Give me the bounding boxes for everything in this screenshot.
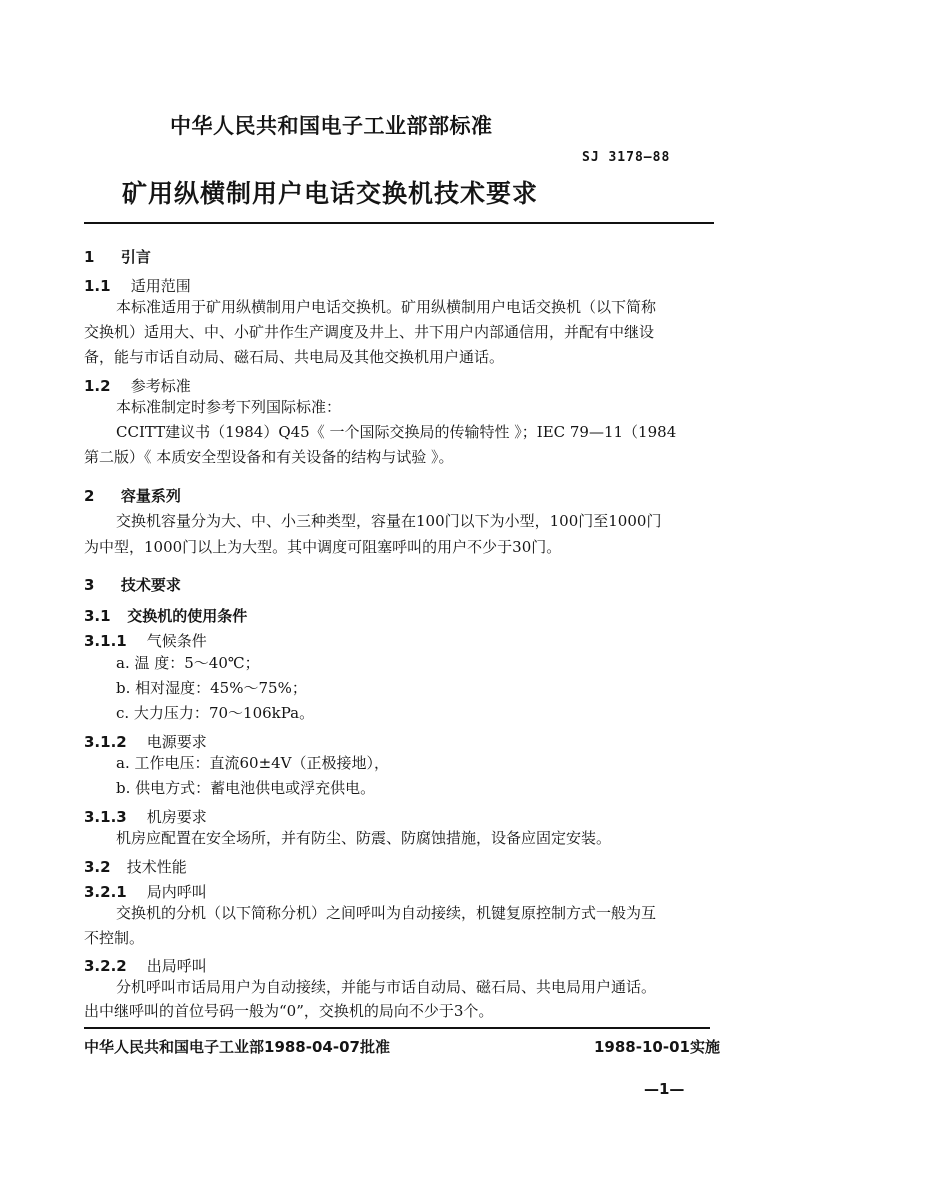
subsection-number: 3.1.3	[84, 808, 127, 826]
section-number: 2	[84, 487, 95, 505]
section-3-heading	[84, 574, 181, 595]
paragraph-line: 第二版）《 本质安全型设备和有关设备的结构与试验 》。	[84, 448, 454, 466]
subsection-number: 1.2	[84, 377, 111, 395]
document-title: 矿用纵横制用户电话交换机技术要求	[122, 179, 539, 208]
subsection-number: 3.1.1	[84, 632, 127, 650]
subsection-number: 3.2	[84, 858, 111, 876]
paragraph-line: 机房应配置在安全场所，并有防尘、防震、防腐蚀措施，设备应固定安装。	[116, 829, 612, 847]
section-title: 技术要求	[120, 576, 181, 594]
subsection-number: 3.1	[84, 607, 111, 625]
subsection-title: 电源要求	[146, 733, 207, 751]
footer-divider	[84, 1027, 710, 1029]
standard-code: SJ 3178—88	[582, 150, 671, 165]
paragraph-line: 交换机的分机（以下简称分机）之间呼叫为自动接续，机键复原控制方式一般为互	[116, 904, 657, 922]
list-item: c. 大力压力：70～106kPa。	[116, 704, 315, 722]
subsection-title: 机房要求	[146, 808, 207, 826]
paragraph-line: CCITT建议书（1984）Q45《 一个国际交换局的传输特性 》；IEC 79—11（1984	[116, 423, 677, 441]
list-item: a. 温 度：5～40℃；	[116, 654, 260, 672]
subsection-title: 局内呼叫	[146, 883, 207, 901]
subsection-number: 1.1	[84, 277, 111, 295]
subsection-title: 气候条件	[146, 632, 207, 650]
approval-note: 中华人民共和国电子工业部1988-04-07批准	[84, 1038, 390, 1056]
subsection-number: 3.2.1	[84, 883, 127, 901]
list-item: b. 相对湿度：45%～75%；	[116, 679, 307, 697]
paragraph-line: 本标准适用于矿用纵横制用户电话交换机。矿用纵横制用户电话交换机（以下简称	[116, 298, 657, 316]
section-number: 3	[84, 576, 95, 594]
subsection-title: 出局呼叫	[146, 957, 207, 975]
paragraph-line: 不控制。	[84, 929, 145, 947]
paragraph-line: 交换机）适用大、中、小矿井作生产调度及井上、井下用户内部通信用，并配有中继设	[84, 323, 655, 341]
section-3-2-2-heading	[84, 955, 207, 976]
section-3-1-1-heading	[84, 630, 207, 651]
section-1-1-heading	[84, 275, 191, 296]
section-title: 引言	[120, 248, 151, 266]
section-3-1-2-heading	[84, 731, 207, 752]
paragraph-line: 分机呼叫市话局用户为自动接续，并能与市话自动局、磁石局、共电局用户通话。	[116, 978, 657, 996]
paragraph-line: 本标准制定时参考下列国际标准：	[116, 398, 342, 416]
section-1-heading	[84, 246, 151, 267]
subsection-title: 技术性能	[126, 858, 187, 876]
section-number: 1	[84, 248, 95, 266]
subsection-title: 适用范围	[130, 277, 191, 295]
paragraph-line: 为中型，1000门以上为大型。其中调度可阻塞呼叫的用户不少于30门。	[84, 538, 562, 556]
list-item: b. 供电方式：蓄电池供电或浮充供电。	[116, 779, 376, 797]
section-3-1-heading	[84, 605, 247, 626]
subsection-number: 3.2.2	[84, 957, 127, 975]
subsection-number: 3.1.2	[84, 733, 127, 751]
section-1-2-heading	[84, 375, 191, 396]
subsection-title: 参考标准	[130, 377, 191, 395]
paragraph-line: 备，能与市话自动局、磁石局、共电局及其他交换机用户通话。	[84, 348, 505, 366]
page-number: —1—	[644, 1080, 685, 1098]
section-2-heading	[84, 485, 181, 506]
paragraph-line: 出中继呼叫的首位号码一般为“0”，交换机的局向不少于3个。	[84, 1002, 494, 1020]
section-3-2-heading	[84, 856, 187, 877]
implementation-date: 1988-10-01实施	[594, 1038, 720, 1056]
list-item: a. 工作电压：直流60±4V（正极接地），	[116, 754, 390, 772]
section-3-1-3-heading	[84, 806, 207, 827]
section-3-2-1-heading	[84, 881, 207, 902]
section-title: 容量系列	[120, 487, 181, 505]
header-divider	[84, 222, 714, 224]
subsection-title: 交换机的使用条件	[127, 607, 248, 625]
issuing-organization: 中华人民共和国电子工业部部标准	[170, 114, 493, 138]
paragraph-line: 交换机容量分为大、中、小三种类型，容量在100门以下为小型，100门至1000门	[116, 512, 662, 530]
